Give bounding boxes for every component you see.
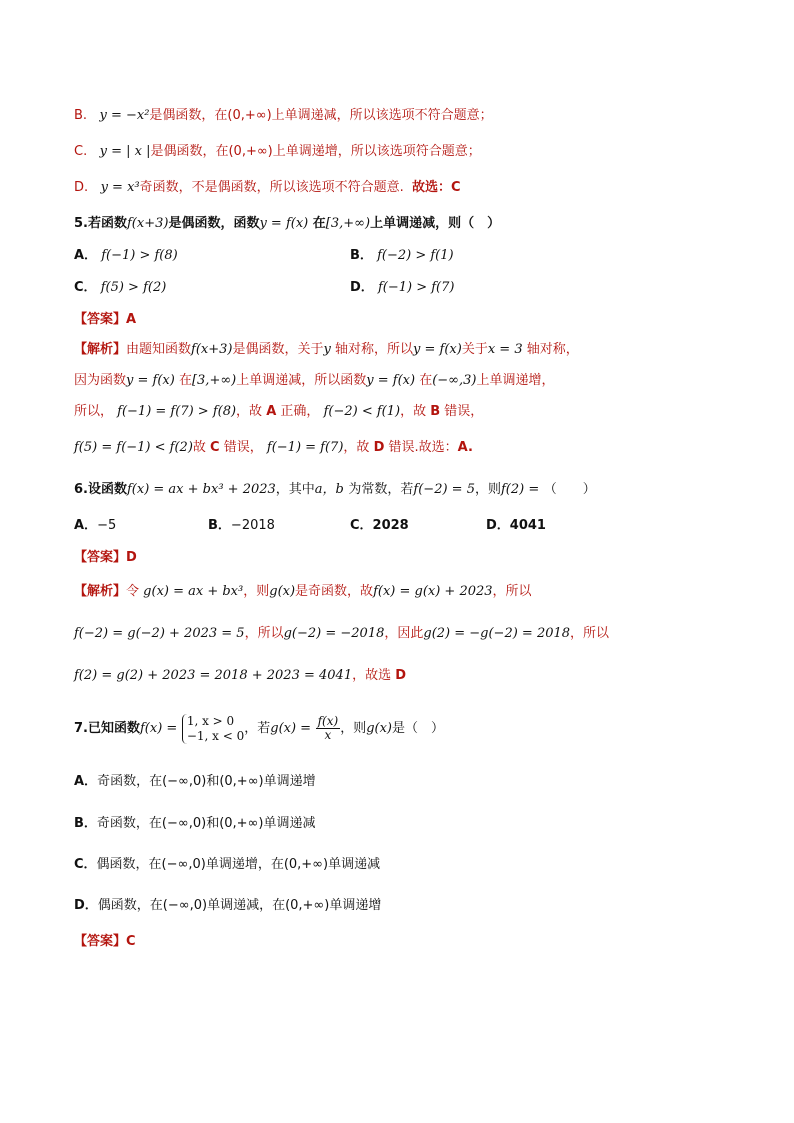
q6-option-a: A．−5 — [74, 518, 117, 533]
q5-analysis-line4: f(5) = f(−1) < f(2)故 C 错误， f(−1) = f(7)，故 D 错误.故选：A. — [74, 440, 473, 455]
prev-analysis-c: C. y = | x |是偶函数，在(0,+∞)上单调递增，所以该选项符合题意； — [74, 144, 481, 159]
q6-answer: 【答案】D — [74, 550, 137, 565]
q7-option-d: D．偶函数，在(−∞,0)单调递减，在(0,+∞)单调递增 — [74, 898, 382, 913]
q7-option-c: C．偶函数，在(−∞,0)单调递增，在(0,+∞)单调递减 — [74, 857, 381, 872]
q7-option-b: B．奇函数，在(−∞,0)和(0,+∞)单调递减 — [74, 816, 316, 831]
q6-option-c: C．2028 — [350, 518, 409, 533]
q5-analysis-line2: 因为函数y = f(x) 在[3,+∞)上单调递减，所以函数y = f(x) 在(−∞,3)上单调递增， — [74, 373, 555, 388]
math-expr: y = x³ — [100, 180, 140, 195]
q7-option-a: A．奇函数，在(−∞,0)和(0,+∞)单调递增 — [74, 774, 316, 789]
q6-stem: 6.设函数f(x) = ax + bx³ + 2023，其中a，b 为常数，若f(−2) = 5，则f(2) = （ ） — [74, 482, 596, 497]
q6-analysis-line3: f(2) = g(2) + 2023 = 2018 + 2023 = 4041，故选 D — [74, 668, 407, 683]
q6-option-b: B．−2018 — [208, 518, 275, 533]
q5-option-b: B． f(−2) > f(1) — [350, 248, 454, 263]
q6-analysis-line2: f(−2) = g(−2) + 2023 = 5，所以g(−2) = −2018，因此g(2) = −g(−2) = 2018，所以 — [74, 626, 610, 641]
q5-option-c: C． f(5) > f(2) — [74, 280, 167, 295]
fraction: $\frac{f(x)}{x}$ — [317, 714, 339, 742]
math-expr: y = −x² — [99, 108, 150, 123]
q7-stem: 7.已知函数f(x) = 1, x > 0 −1, x < 0 ，若g(x) = $\frac{f(x)}{x}$ ，则g(x)是（ ） — [74, 713, 445, 743]
q5-option-d: D． f(−1) > f(7) — [350, 280, 455, 295]
q6-option-d: D．4041 — [486, 518, 546, 533]
prev-analysis-d: D. y = x³奇函数，不是偶函数，所以该选项不符合题意. 故选：C — [74, 180, 461, 195]
q5-stem: 5.若函数f(x+3)是偶函数，函数y = f(x) 在[3,+∞)上单调递减，则（ ） — [74, 216, 501, 231]
q7-answer: 【答案】C — [74, 934, 136, 949]
q5-analysis-line3: 所以， f(−1) = f(7) > f(8)，故 A 正确， f(−2) < f(1)，故 B 错误， — [74, 404, 484, 419]
q5-option-a: A． f(−1) > f(8) — [74, 248, 178, 263]
math-expr: y = | x | — [99, 144, 151, 159]
q5-answer: 【答案】A — [74, 312, 137, 327]
q6-analysis-line1: 【解析】令 g(x) = ax + bx³，则g(x)是奇函数，故f(x) = g(x) + 2023，所以 — [74, 584, 532, 599]
piecewise-brace: 1, x > 0 −1, x < 0 — [182, 714, 244, 744]
prev-analysis-b: B. y = −x²是偶函数，在(0,+∞)上单调递减，所以该选项不符合题意； — [74, 108, 493, 123]
q5-analysis-line1: 【解析】由题知函数f(x+3)是偶函数，关于y 轴对称，所以y = f(x)关于x = 3 轴对称， — [74, 342, 579, 357]
